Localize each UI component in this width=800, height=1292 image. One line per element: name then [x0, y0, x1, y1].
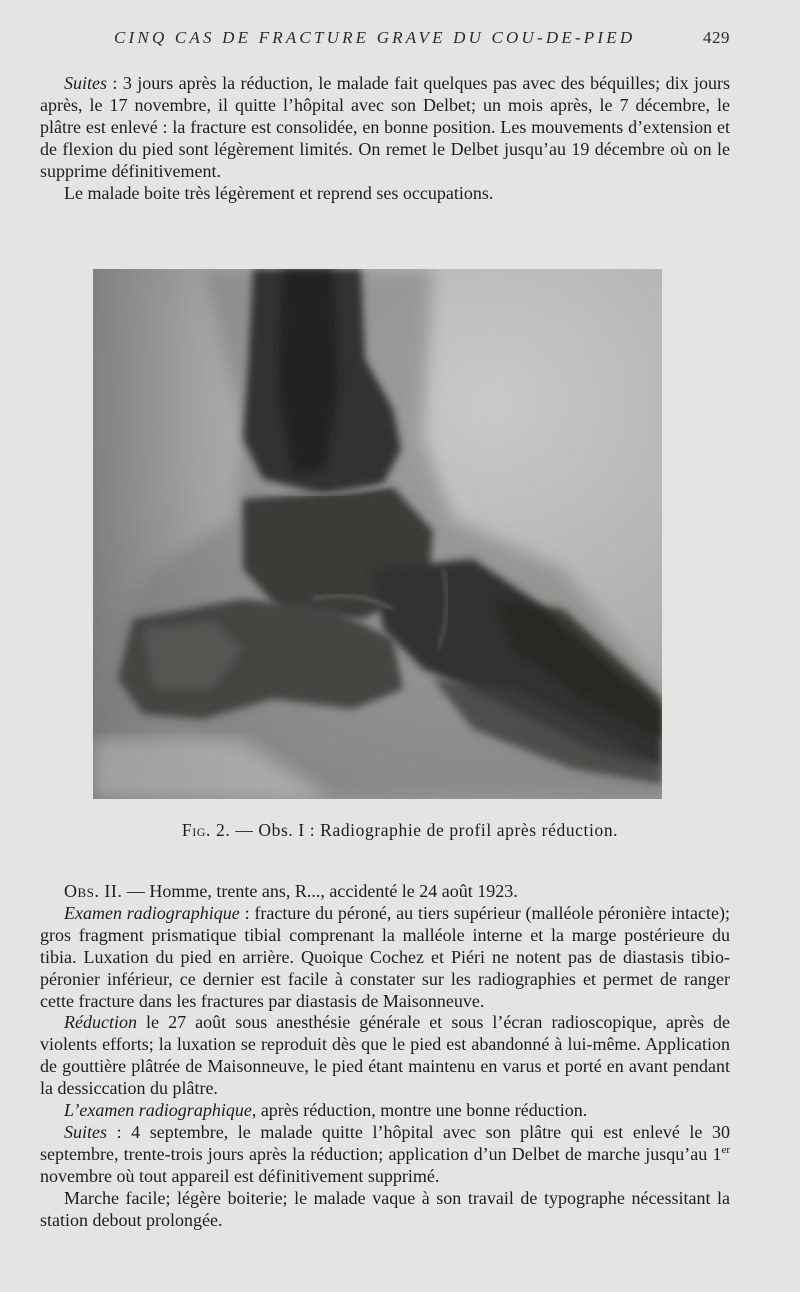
running-title: CINQ CAS DE FRACTURE GRAVE DU COU-DE-PIED — [114, 28, 636, 47]
suites-body: : 3 jours après la réduction, le malade fait quelques pas avec des béquilles; dix jours après, le 17 novembre, il quitte l’hôpital avec son Delbet; un mois après, le 7 décembre, le plâtre est enlevé : la fracture est consolidée, en bonne position. Les mouvements d’extension et de flexion du pied sont légèrement limités. On remet le Delbet jusqu’au 19 décembre où on le supprime définitivement. — [40, 73, 730, 181]
page-number: 429 — [703, 28, 730, 47]
paragraph-marche: Marche facile; légère boiterie; le malade vaque à son travail de typographe nécessitant la station debout prolongée. — [40, 1187, 730, 1230]
obs2-label: Obs. II. — [64, 881, 123, 901]
examen-lead: Examen radiographique — [64, 902, 240, 923]
suites-lead: Suites — [64, 73, 107, 93]
paragraph-examen-2 — [40, 1100, 730, 1122]
figure-label: Fig. 2. — [181, 820, 231, 840]
suites2-body-a: : 4 septembre, le malade quitte l’hôpital avec son plâtre qui est enlevé le 30 septembre, trente-trois jours après la réduction; application d’un Delbet de marche jusqu’au 1 — [40, 1121, 730, 1164]
top-text-block — [40, 73, 730, 204]
paragraph-suites-obs2 — [40, 1122, 730, 1188]
paragraph-examen — [40, 903, 730, 1013]
bottom-text-block — [40, 881, 730, 1232]
obs2-body: — Homme, trente ans, R..., accidenté le 24 août 1923. — [122, 881, 518, 901]
figure-caption — [0, 820, 800, 841]
paragraph-reduction — [40, 1012, 730, 1100]
suites2-lead: Suites — [64, 1121, 107, 1142]
examen2-lead: L’examen radiographique — [64, 1100, 252, 1121]
figure-caption-text: — Obs. I : Radiographie de profil après réduction. — [230, 820, 619, 840]
reduction-body: le 27 août sous anesthésie générale et sous l’écran radioscopique, après de violents efforts; la luxation se reproduit dès que le pied est abandonné à lui-même. Application de gouttière plâtrée de Maisonneuve, le pied étant maintenu en varus et porté en avant pendant la dessiccation du plâtre. — [40, 1012, 730, 1099]
radiograph-figure — [93, 269, 662, 799]
suites2-body-b: novembre où tout appareil est définitivement supprimé. — [40, 1165, 440, 1186]
examen2-body: , après réduction, montre une bonne réduction. — [251, 1100, 588, 1121]
paragraph-boite: Le malade boite très légèrement et reprend ses occupations. — [64, 182, 494, 203]
examen-body: : fracture du péroné, au tiers supérieur (malléole péronière intacte); gros fragment prismatique tibial comprenant la malléole interne et la marge postérieure du tibia. Luxation du pied en arrière. Quoique Cochez et Piéri ne notent pas de diastasis tibio-péronier inférieur, ce dernier est facile à constater sur les radiographies et permet de ranger cette fracture dans les fractures par diastasis de Maisonneuve. — [40, 902, 731, 1011]
paragraph-suites-obs1 — [40, 73, 730, 183]
suites2-sup: er — [721, 1143, 730, 1156]
ankle-radiograph-image — [93, 269, 662, 799]
paragraph-obs2 — [40, 881, 730, 903]
reduction-lead: Réduction — [64, 1012, 137, 1033]
running-head — [40, 28, 730, 52]
